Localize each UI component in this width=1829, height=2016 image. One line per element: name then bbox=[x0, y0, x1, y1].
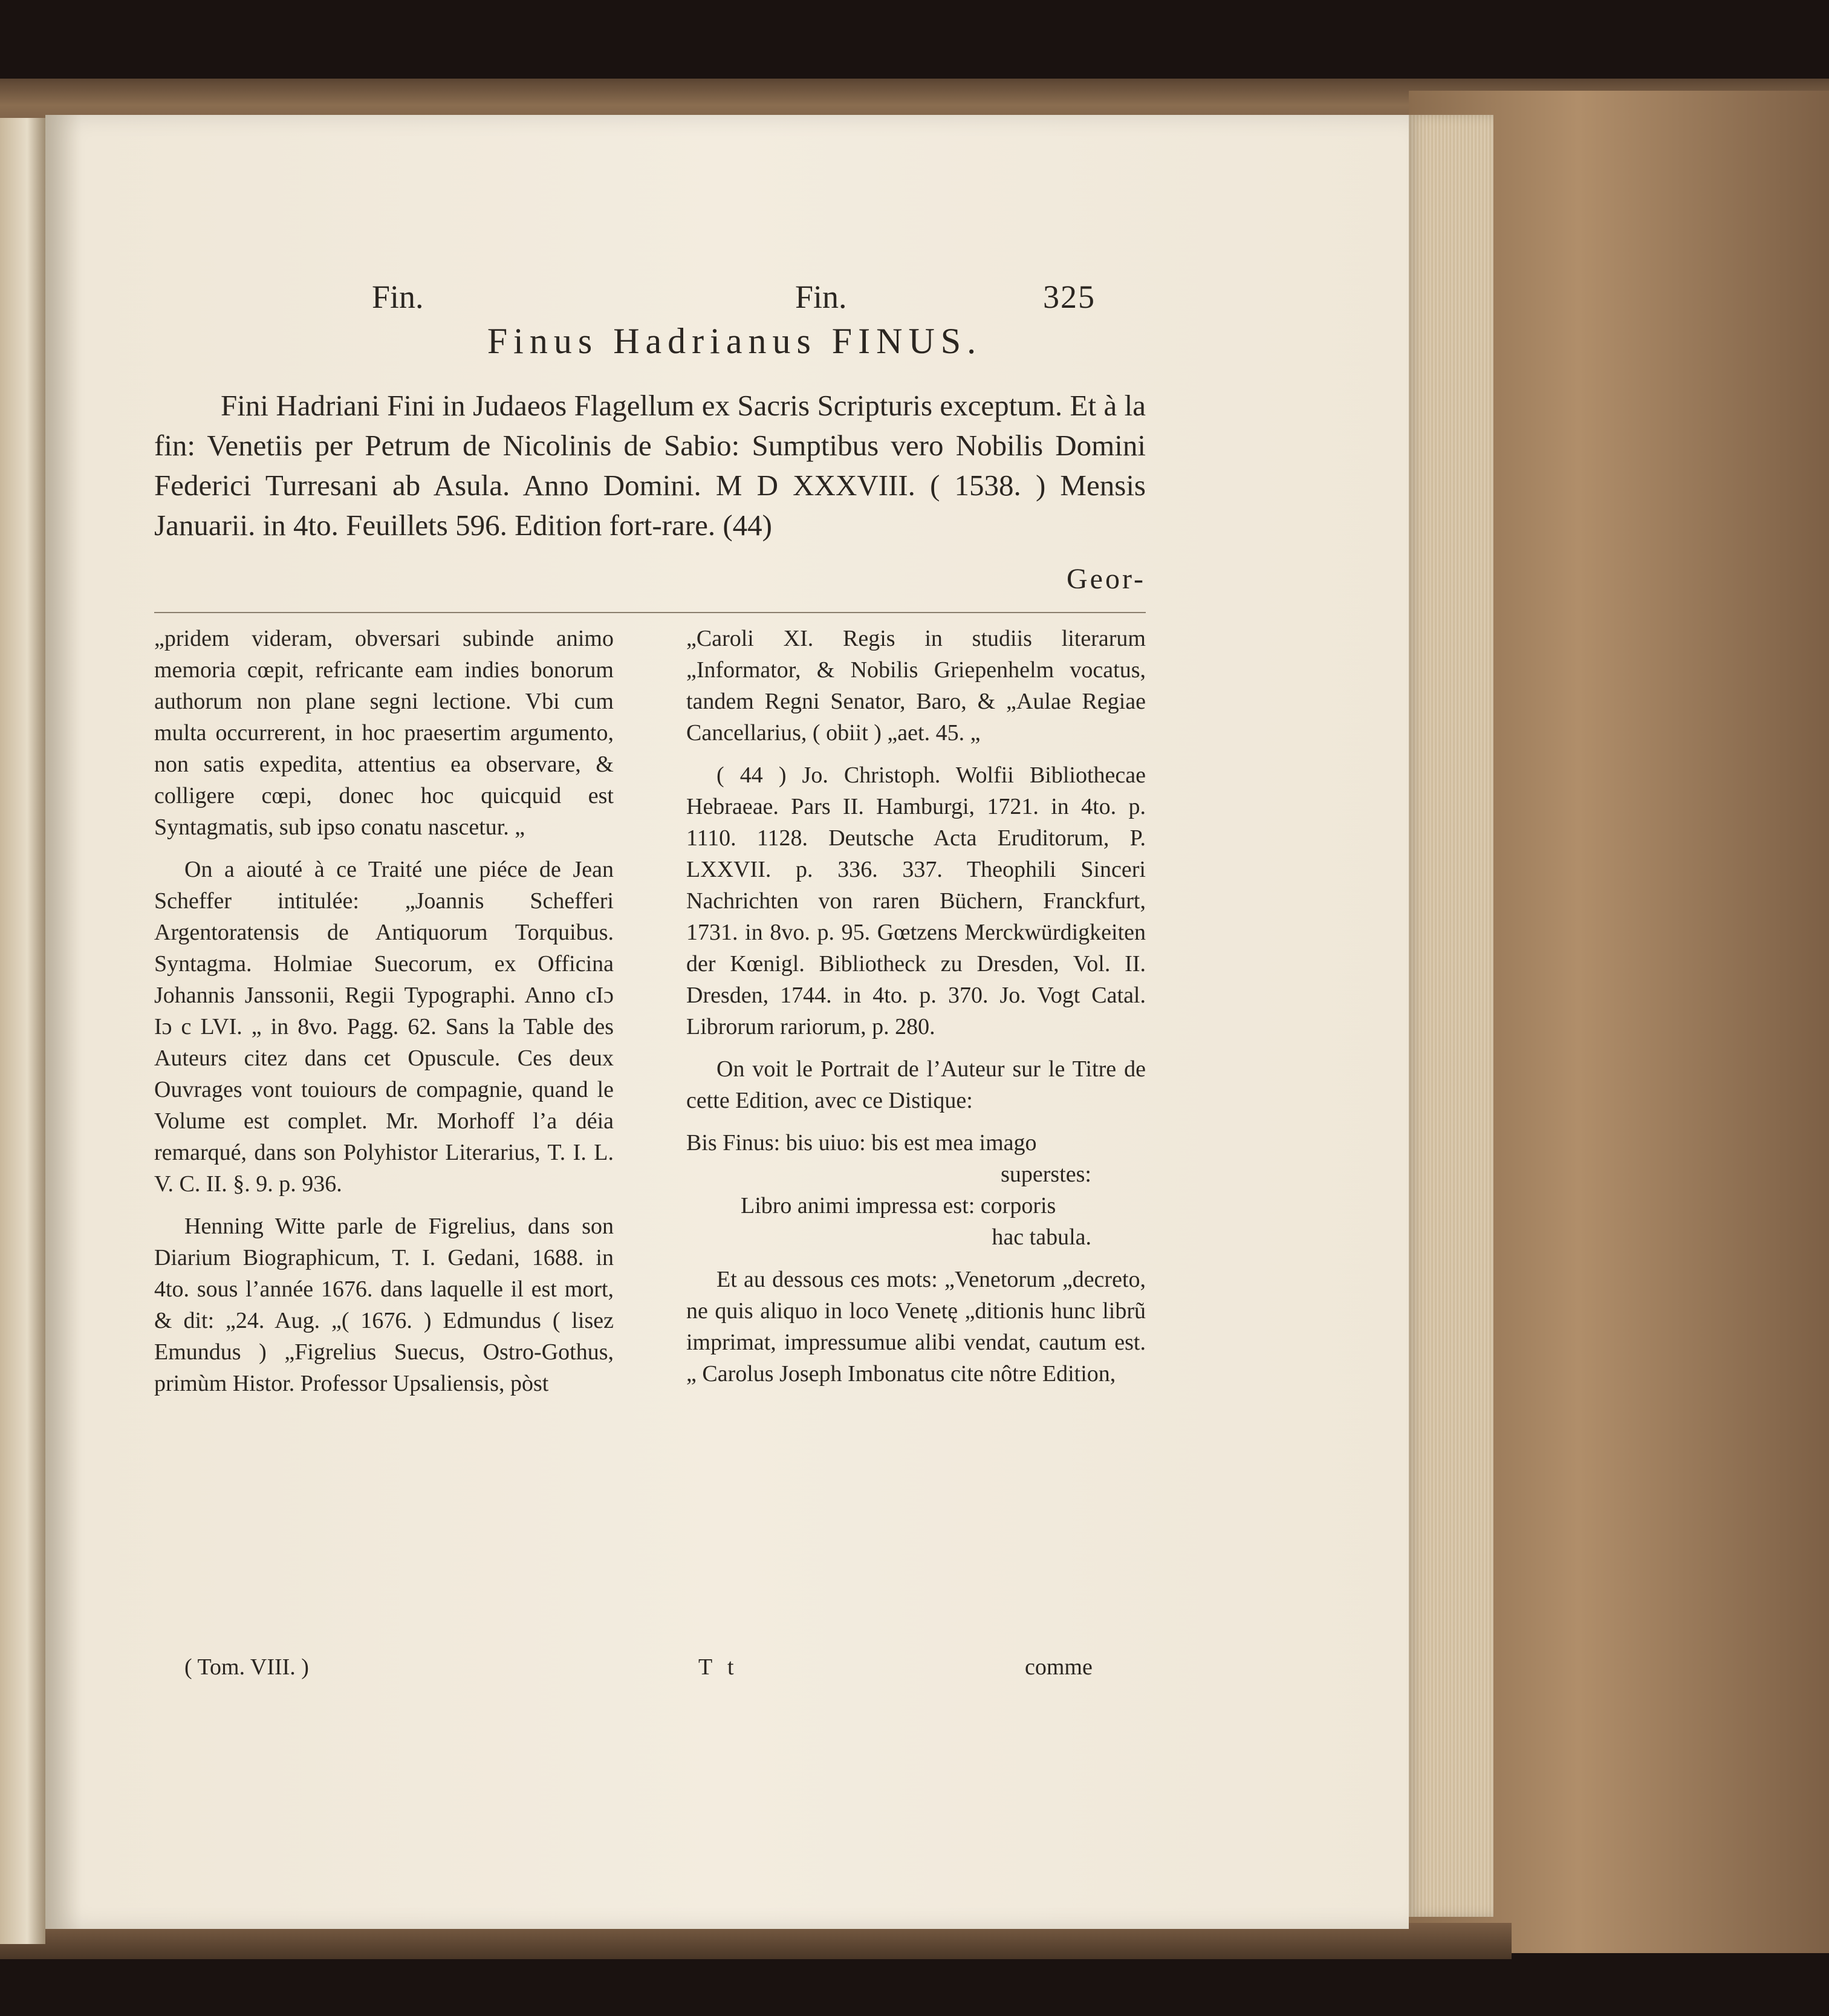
signature-mark: T t bbox=[698, 1654, 739, 1680]
distich-line-3: Libro animi impressa est: corporis bbox=[741, 1193, 1056, 1218]
bibliographic-entry bbox=[154, 386, 1146, 545]
right-column bbox=[686, 623, 1146, 1400]
distich bbox=[686, 1127, 1146, 1253]
running-head-center: Fin. bbox=[795, 279, 847, 315]
page-edges bbox=[1409, 115, 1493, 1917]
left-paragraph-3: Henning Witte parle de Figrelius, dans son Diarium Biographicum, T. I. Gedani, 1688. in 4to. sous l’année 1676. dans laquelle il est mort, & dit: „24. Aug. „( 1676. ) Edmundus ( lisez Emundus ) „Figrelius Suecus, Ostro-Gothus, primùm Histor. Professor Upsaliensis, pòst bbox=[154, 1214, 614, 1396]
distich-line-1: Bis Finus: bis uiuo: bis est mea imago bbox=[686, 1130, 1037, 1156]
left-column bbox=[154, 623, 614, 1410]
footnote-44: ( 44 ) Jo. Christoph. Wolfii Bibliothecae Hebraeae. Pars II. Hamburgi, 1721. in 4to. p. 1110. 1128. Deutsche Acta Eruditorum, P. LXXVII. p. 336. 337. Theophili Sinceri Nachrichten von raren Büchern, Franckfurt, 1731. in 8vo. p. 95. Gœtzens Merckwürdigkeiten der Kœnigl. Bibliotheck zu Dresden, Vol. II. Dresden, 1744. in 4to. p. 370. Jo. Vogt Catal. Librorum rariorum, p. 280. bbox=[686, 763, 1146, 1039]
left-paragraph-2: On a aiouté à ce Traité une piéce de Jean Scheffer intitulée: „Joannis Schefferi Argentoratensis de Antiquorum Torquibus. Syntagma. Holmiae Suecorum, ex Officina Johannis Janssonii, Regii Typographi. Anno cIɔ Iɔ c LVI. „ in 8vo. Pagg. 62. Sans la Table des Auteurs citez dans cet Opuscule. Ces deux Ouvrages vont touiours de compagnie, quand le Volume est complet. Mr. Morhoff l’a déia remarqué, dans son Polyhistor Literarius, T. I. L. V. C. II. §. 9. p. 936. bbox=[154, 857, 614, 1197]
right-paragraph-3: On voit le Portrait de l’Auteur sur le Titre de cette Edition, avec ce Distique: bbox=[686, 1056, 1146, 1113]
running-head-left: Fin. bbox=[372, 279, 424, 315]
page bbox=[45, 115, 1409, 1929]
distich-line-4: hac tabula. bbox=[992, 1224, 1091, 1250]
volume-mark: ( Tom. VIII. ) bbox=[184, 1654, 309, 1680]
left-paragraph-1: „pridem videram, obversari subinde animo memoria cœpit, refricante eam indies bonorum authorum non plane segni lectione. Vbi cum multa occurrerent, in hoc praesertim argumento, non satis expedita, attentius ea observare, & colligere cœpi, donec hoc quicquid est Syntagmatis, sub ipso conatu nascetur. „ bbox=[154, 626, 614, 840]
entry-text: Fini Hadriani Fini in Judaeos Flagellum ex Sacris Scripturis exceptum. Et à la fin: Venetiis per Petrum de Nicolinis de Sabio: Sumptibus vero Nobilis Domini Federici Turresani ab Asula. Anno Domini. M D XXXVIII. ( 1538. ) Mensis Januarii. in 4to. Feuillets 596. Edition fort-rare. (44) bbox=[154, 389, 1146, 542]
page-text bbox=[45, 115, 1409, 1929]
entry-title: Finus Hadrianus FINUS. bbox=[487, 321, 983, 361]
right-paragraph-4: Et au dessous ces mots: „Venetorum „decreto, ne quis aliquo in loco Venetę „ditionis hunc librũ imprimat, impressumue alibi vendat, cautum est. „ Carolus Joseph Imbonatus cite nôtre Edition, bbox=[686, 1267, 1146, 1387]
divider bbox=[154, 612, 1146, 613]
page-number: 325 bbox=[1043, 279, 1096, 315]
left-page-edge bbox=[0, 118, 45, 1944]
catchword-bottom: comme bbox=[1025, 1654, 1093, 1680]
right-paragraph-1: „Caroli XI. Regis in studiis literarum „Informator, & Nobilis Griepenhelm vocatus, tandem Regni Senator, Baro, & „Aulae Regiae Cancellarius, ( obiit ) „aet. 45. „ bbox=[686, 626, 1146, 746]
catchword-top: Geor- bbox=[1067, 563, 1146, 595]
distich-line-2: superstes: bbox=[1001, 1162, 1091, 1187]
